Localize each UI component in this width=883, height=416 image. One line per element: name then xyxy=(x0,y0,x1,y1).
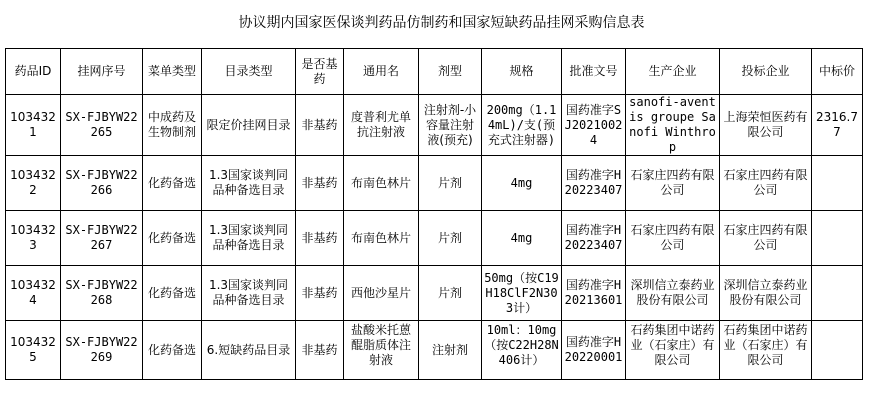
drug-id-cell: 1034325 xyxy=(6,321,61,380)
generic-name-cell: 布南色林片 xyxy=(344,211,419,266)
price-cell xyxy=(812,156,863,211)
column-header: 规格 xyxy=(482,49,562,95)
generic-name-cell: 西他沙星片 xyxy=(344,266,419,321)
spec-cell: 10ml：10mg（按C22H28N406计） xyxy=(482,321,562,380)
column-header: 剂型 xyxy=(419,49,482,95)
table-row xyxy=(6,156,863,211)
essential-cell: 非基药 xyxy=(296,321,344,380)
table-row xyxy=(6,266,863,321)
drug-procurement-table xyxy=(5,48,863,380)
column-header: 菜单类型 xyxy=(143,49,202,95)
dosage-form-cell: 注射剂 xyxy=(419,321,482,380)
spec-cell: 50mg（按C19H18ClF2N303计） xyxy=(482,266,562,321)
table-row xyxy=(6,321,863,380)
manufacturer-cell: 石家庄四药有限公司 xyxy=(626,211,720,266)
approval-cell: 国药准字SJ20210024 xyxy=(562,95,626,156)
drug-id-cell: 1034321 xyxy=(6,95,61,156)
catalog-type-cell: 6.短缺药品目录 xyxy=(202,321,296,380)
serial-cell: SX-FJBYW22266 xyxy=(61,156,143,211)
approval-cell: 国药准字H20213601 xyxy=(562,266,626,321)
approval-cell: 国药准字H20220001 xyxy=(562,321,626,380)
column-header: 挂网序号 xyxy=(61,49,143,95)
bidder-cell: 深圳信立泰药业股份有限公司 xyxy=(720,266,812,321)
manufacturer-cell: 石家庄四药有限公司 xyxy=(626,156,720,211)
catalog-type-cell: 限定价挂网目录 xyxy=(202,95,296,156)
column-header: 目录类型 xyxy=(202,49,296,95)
approval-cell: 国药准字H20223407 xyxy=(562,211,626,266)
generic-name-cell: 盐酸米托蒽醌脂质体注射液 xyxy=(344,321,419,380)
price-cell xyxy=(812,266,863,321)
manufacturer-cell: 石药集团中诺药业（石家庄）有限公司 xyxy=(626,321,720,380)
column-header: 是否基药 xyxy=(296,49,344,95)
page-title: 协议期内国家医保谈判药品仿制药和国家短缺药品挂网采购信息表 xyxy=(238,15,645,31)
dosage-form-cell: 注射剂-小容量注射液(预充) xyxy=(419,95,482,156)
approval-cell: 国药准字H20223407 xyxy=(562,156,626,211)
menu-type-cell: 化药备选 xyxy=(143,266,202,321)
catalog-type-cell: 1.3国家谈判同品种备选目录 xyxy=(202,211,296,266)
essential-cell: 非基药 xyxy=(296,266,344,321)
spec-cell: 200mg（1.14mL)/支(预充式注射器) xyxy=(482,95,562,156)
generic-name-cell: 布南色林片 xyxy=(344,156,419,211)
column-header: 投标企业 xyxy=(720,49,812,95)
catalog-type-cell: 1.3国家谈判同品种备选目录 xyxy=(202,266,296,321)
spec-cell: 4mg xyxy=(482,211,562,266)
drug-id-cell: 1034323 xyxy=(6,211,61,266)
catalog-type-cell: 1.3国家谈判同品种备选目录 xyxy=(202,156,296,211)
essential-cell: 非基药 xyxy=(296,211,344,266)
price-cell: 2316.77 xyxy=(812,95,863,156)
column-header: 通用名 xyxy=(344,49,419,95)
dosage-form-cell: 片剂 xyxy=(419,211,482,266)
column-header: 批准文号 xyxy=(562,49,626,95)
serial-cell: SX-FJBYW22269 xyxy=(61,321,143,380)
bidder-cell: 上海荣恒医药有限公司 xyxy=(720,95,812,156)
column-header: 生产企业 xyxy=(626,49,720,95)
generic-name-cell: 度普利尤单抗注射液 xyxy=(344,95,419,156)
drug-id-cell: 1034322 xyxy=(6,156,61,211)
bidder-cell: 石药集团中诺药业（石家庄）有限公司 xyxy=(720,321,812,380)
column-header: 中标价 xyxy=(812,49,863,95)
price-cell xyxy=(812,211,863,266)
header-row xyxy=(6,49,863,95)
dosage-form-cell: 片剂 xyxy=(419,156,482,211)
price-cell xyxy=(812,321,863,380)
menu-type-cell: 化药备选 xyxy=(143,156,202,211)
serial-cell: SX-FJBYW22267 xyxy=(61,211,143,266)
menu-type-cell: 中成药及生物制剂 xyxy=(143,95,202,156)
spec-cell: 4mg xyxy=(482,156,562,211)
essential-cell: 非基药 xyxy=(296,156,344,211)
column-header: 药品ID xyxy=(6,49,61,95)
serial-cell: SX-FJBYW22265 xyxy=(61,95,143,156)
table-row xyxy=(6,95,863,156)
menu-type-cell: 化药备选 xyxy=(143,211,202,266)
bidder-cell: 石家庄四药有限公司 xyxy=(720,156,812,211)
drug-id-cell: 1034324 xyxy=(6,266,61,321)
table-row xyxy=(6,211,863,266)
menu-type-cell: 化药备选 xyxy=(143,321,202,380)
manufacturer-cell: sanofi-aventis groupe Sanofi Winthrop xyxy=(626,95,720,156)
essential-cell: 非基药 xyxy=(296,95,344,156)
serial-cell: SX-FJBYW22268 xyxy=(61,266,143,321)
bidder-cell: 石家庄四药有限公司 xyxy=(720,211,812,266)
dosage-form-cell: 片剂 xyxy=(419,266,482,321)
manufacturer-cell: 深圳信立泰药业股份有限公司 xyxy=(626,266,720,321)
